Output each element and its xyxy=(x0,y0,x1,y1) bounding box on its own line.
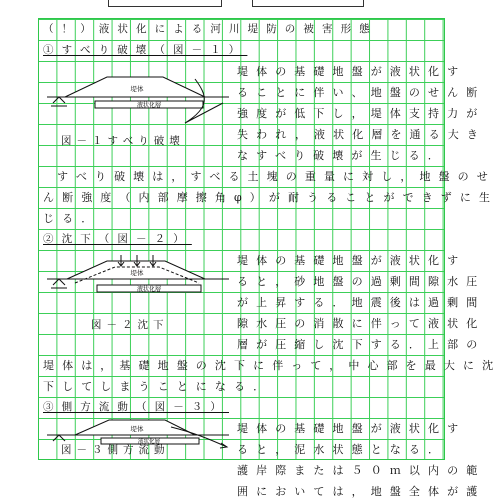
text-line: 失われ，液状化層を通る大き xyxy=(237,128,486,141)
levee-label: 堤体 xyxy=(130,85,144,93)
figure-settlement xyxy=(45,253,231,313)
text-line: 堤体の基礎地盤が液状化す xyxy=(237,422,467,435)
text-line: ん断強度（内部摩擦角φ）が耐うることができずに生 xyxy=(43,191,499,204)
liquefied-layer-label: 液状化層 xyxy=(137,439,161,445)
text-line: じる． xyxy=(43,212,101,225)
text-line: 強度が低下し，堤体支持力が xyxy=(237,107,486,120)
grid-sheet xyxy=(38,18,501,498)
text-line: 堤体の基礎地盤が液状化す xyxy=(237,254,467,267)
text-line: 下してしまうことになる． xyxy=(43,380,273,393)
text-line: 堤体は，基礎地盤の沈下に伴って，中心部を最大に沈 xyxy=(43,359,501,372)
text-line: 層が圧縮し沈下する．上部の xyxy=(237,338,486,351)
text-line: 護岸際または５０ｍ以内の範 xyxy=(237,464,486,477)
slip-failure-diagram xyxy=(45,67,231,135)
figure-slip-failure xyxy=(45,67,231,135)
text-line: 囲においては，地盤全体が護 xyxy=(237,485,486,498)
text-line: ることに伴い、地盤のせん断 xyxy=(237,86,486,99)
levee-label: 堤体 xyxy=(130,425,144,433)
liquefied-layer-label: 液状化層 xyxy=(136,102,162,109)
settlement-diagram xyxy=(45,253,231,313)
text-line: 堤体の基礎地盤が液状化す xyxy=(237,65,467,78)
heading-lateral-flow: ③側方流動（図－３） xyxy=(43,401,229,413)
heading-settlement: ②沈下（図－２） xyxy=(43,233,192,245)
text-line: ると，泥水状態となる． xyxy=(237,443,448,456)
liquefied-layer-label: 液状化層 xyxy=(136,286,162,293)
caption-settlement: 図－２沈下 xyxy=(91,319,169,331)
text-line: なすべり破壊が生じる． xyxy=(237,149,447,162)
text-line: 隙水圧の消散に伴って液状化 xyxy=(237,317,486,330)
heading-slip-failure: ①すべり破壊（図－１） xyxy=(43,44,248,56)
section-title: （！）液状化による河川堤防の被害形態 xyxy=(43,23,378,35)
caption-slip-failure: 図－１すべり破壊 xyxy=(61,135,185,147)
header-box-left xyxy=(108,0,222,7)
levee-label: 堤体 xyxy=(130,269,144,277)
caption-lateral-flow: 図－３側方流動 xyxy=(61,444,170,456)
text-line: ると，砂地盤の過剰間隙水圧 xyxy=(237,275,486,288)
header-box-right xyxy=(252,0,364,7)
text-line: すべり破壊は，すべる土塊の重量に対し，地盤のせ xyxy=(57,170,496,183)
text-line: が上昇する．地震後は過剰間 xyxy=(237,296,486,309)
